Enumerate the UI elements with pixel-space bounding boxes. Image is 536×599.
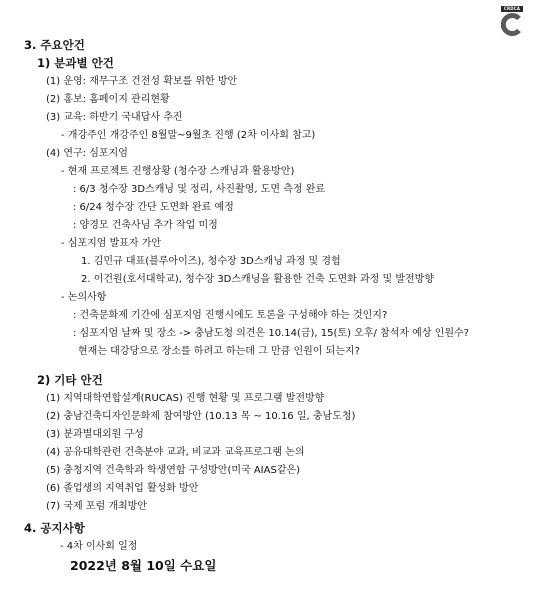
- agenda-item: (3) 교육: 하반기 국내답사 추진: [46, 112, 183, 123]
- agenda-item: (4) 연구: 심포지엄: [46, 148, 128, 159]
- speaker-item: 2. 이건원(호서대학교), 청수장 3D스캐닝을 활용한 건축 도면화 과정 및 발전방향: [81, 274, 434, 285]
- agenda-detail: : 6/24 청수장 간단 도면화 완료 예정: [73, 202, 234, 213]
- agenda-item: (3) 분과별대외원 구성: [46, 429, 144, 440]
- section-4-title: 4. 공지사항: [24, 521, 85, 535]
- agenda-detail: : 건축문화제 기간에 심포지엄 진행시에도 토론을 구성해야 하는 것인지?: [73, 310, 388, 321]
- agenda-item: (1) 운영: 재무구조 건전성 확보를 위한 방안: [46, 76, 238, 87]
- subsection-1-title: 1) 분과별 안건: [37, 56, 114, 70]
- organization-logo: [501, 6, 523, 36]
- agenda-subitem: - 현재 프로젝트 진행상황 (청수장 스캐닝과 활용방안): [61, 166, 295, 177]
- meeting-date: 2022년 8월 10일 수요일: [70, 558, 217, 573]
- agenda-item: (7) 국제 포럼 개최방안: [46, 501, 147, 512]
- agenda-item: (5) 충청지역 건축학과 학생연합 구성방안(미국 AIAS같은): [46, 465, 301, 476]
- logo-c-mark: [501, 13, 523, 36]
- subsection-2-title: 2) 기타 안건: [37, 373, 103, 387]
- agenda-detail: : 심포지엄 날짜 및 장소 -> 충남도청 의견은 10.14(금), 15(토) 오후/ 참석자 예상 인원수?: [73, 328, 469, 339]
- agenda-item: (4) 공유대학관련 건축분야 교과, 비교과 교육프로그램 논의: [46, 447, 305, 458]
- agenda-detail: : 6/3 청수장 3D스캐닝 및 정리, 사진촬영, 도면 측정 완료: [73, 184, 326, 195]
- section-3-title: 3. 주요안건: [24, 38, 85, 52]
- logo-text: CRDCA: [503, 6, 521, 11]
- agenda-item: (6) 졸업생의 지역취업 활성화 방안: [46, 483, 199, 494]
- agenda-item: (1) 지역대학연합설계(RUCAS) 진행 현황 및 프로그램 발전방향: [46, 393, 325, 404]
- agenda-subitem: - 개강주인 개강주인 8월말~9월초 진행 (2차 이사회 참고): [61, 130, 316, 141]
- agenda-subitem: - 심포지엄 발표자 가안: [61, 238, 162, 249]
- speaker-item: 1. 김민규 대표(블루아이즈), 청수장 3D스캐닝 과정 및 경험: [81, 256, 341, 267]
- agenda-item: (2) 홍보: 홈페이지 관리현황: [46, 94, 170, 105]
- agenda-item: (2) 충남건축디자인문화제 참여방안 (10.13 목 ~ 10.16 일, 충남도청): [46, 411, 356, 422]
- agenda-detail: 현재는 대강당으로 장소를 하려고 하는데 그 만큼 인원이 되는지?: [78, 346, 360, 357]
- agenda-subitem: - 논의사항: [61, 292, 107, 303]
- notice-item: - 4차 이사회 일정: [60, 541, 138, 552]
- agenda-detail: : 양경모 건축사님 추가 작업 미정: [73, 220, 218, 231]
